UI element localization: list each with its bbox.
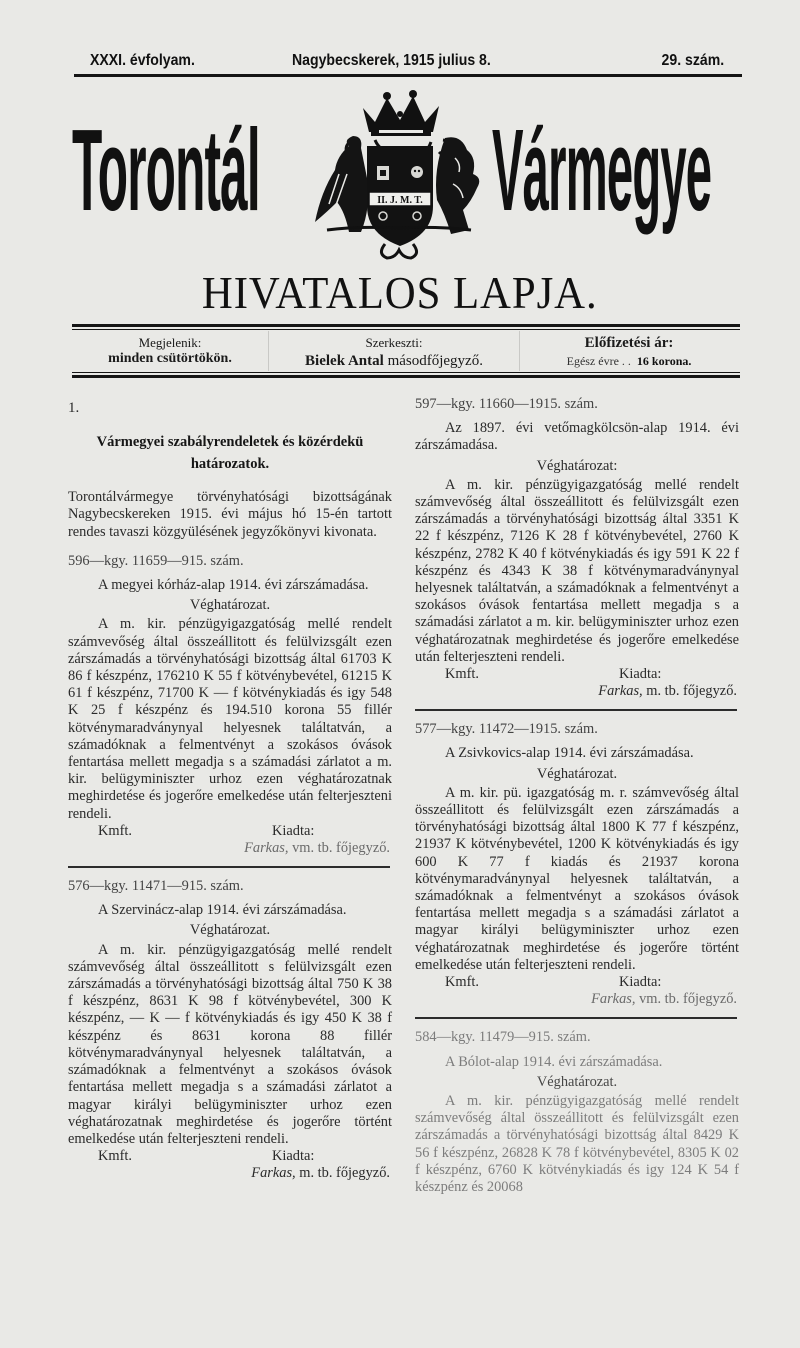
coat-of-arms-icon — [305, 88, 495, 260]
crest-banner-text: II. J. M. T. — [377, 195, 423, 206]
subscription-period: Egész évre . . — [566, 354, 631, 368]
signer-title: m. tb. főjegyző. — [299, 1165, 390, 1182]
resolution-597 — [415, 396, 739, 700]
issued-label: Kiadta: — [272, 822, 315, 839]
signer — [415, 683, 739, 700]
section-intro: Torontálvármegye törvényhatósági bizottságának Nagybecskereken 1915. évi május hó 15-én tartott rendes tavaszi közgyülésének jegyzőkönyvi kivonata. — [68, 489, 392, 540]
masthead-title-right: Vármegye — [492, 106, 712, 236]
section-title: Vármegyei szabályrendeletek és közérdekü határozatok. — [96, 434, 364, 473]
signer — [415, 991, 739, 1008]
issued-label: Kiadta: — [272, 1148, 315, 1165]
subtitle-text: HIVATALOS LAPJA. — [202, 267, 598, 318]
signature-row — [68, 823, 392, 840]
editor-info — [268, 331, 520, 371]
column-left — [68, 396, 392, 1182]
infobox-top-rule-thin — [72, 329, 740, 330]
resolution-text: A m. kir. pénzügyigazgatóság mellé rendelt számvevőség által összeállitott és felülvizsgált ezen zárszámadás a törvényhatósági bizottság által 61703 K 86 f készpénz, 176210 K 55 f kötvénybevétel, 61215 K 61 f készpénz, 71700 K — f kötvénykiadás és igy 548 K 25 f készpénz és 194.510 korona 55 fillér kötvénymaradványnyal helyesnek találtatván, a számadóknak a felmentvényt a szokásos óvások fentartása mellett megadja s a számadási zárlatot a m. kir. belügyminiszter urhoz ezen véghatározatnak meghirdetése és jogerőre emelkedése után felterjeszteni rendeli. — [68, 616, 392, 822]
masthead-title-left: Torontál — [72, 106, 260, 236]
issue-number: 29. szám. — [661, 52, 724, 69]
resolution-ref: 577—kgy. 11472—1915. szám. — [415, 721, 598, 738]
signer-title: vm. tb. főjegyző. — [639, 991, 737, 1008]
signer-name: Farkas, — [591, 991, 636, 1008]
editor-line — [269, 353, 519, 369]
signer — [68, 840, 392, 857]
infobox-bottom-rule — [72, 375, 740, 378]
section-number: 1. — [68, 400, 80, 416]
resolution-subject: A megyei kórház-alap 1914. évi zárszámadása. — [98, 577, 369, 594]
separator-rule — [415, 1017, 737, 1019]
signer-name: Farkas, — [244, 839, 289, 856]
issued-label: Kiadta: — [619, 666, 662, 683]
signer — [68, 1165, 392, 1182]
resolution-ref: 597—kgy. 11660—1915. szám. — [415, 396, 598, 412]
resolution-text: A m. kir. pü. igazgatóság m. r. számvevőség által összeállitott és felülvizsgált ezen zárszámadás a törvényhatósági bizottság által 1800 K 77 f készpénz, 21937 K kötvénybevétel, 1200 K kötvénykiadás és igy 600 K 77 f kiadás és 21937 korona kötvénymaradványnyal helyesnek találtatván, a számadóknak a felmentvényt a szokásos óvások fentartása mellett megadja s a számadási zárlatot a magyar királyi belügyminiszter urhoz ezen véghatározatnak meghirdetése és jogerőre történt emelkedése után felterjeszteni rendeli. — [415, 784, 739, 973]
kmft-label: Kmft. — [98, 822, 132, 839]
signature-row — [415, 666, 739, 683]
signer-name: Farkas, — [598, 683, 643, 700]
resolution-text: A m. kir. pénzügyigazgatóság mellé rendelt számvevőség által összeállitott és felülvizsgált ezen zárszámadás a törvényhatósági bizottság által 8429 K 56 f készpénz, 26828 K 78 f kötvénybevétel, 8305 K 02 f készpénz, 6760 K kötvénykiadás és igy 124 K 54 f készpénz és 20068 — [415, 1092, 739, 1195]
editor-role: másodfőjegyző. — [387, 353, 483, 369]
signature-row — [68, 1148, 392, 1165]
subscription-line — [518, 353, 740, 369]
kmft-label: Kmft. — [445, 974, 479, 991]
resolution-576 — [68, 878, 392, 1182]
kmft-label: Kmft. — [98, 1148, 132, 1165]
separator-rule — [68, 866, 390, 868]
resolution-subject: A Bólot-alap 1914. évi zárszámadása. — [445, 1053, 663, 1070]
column-right — [415, 396, 739, 1196]
volume-label: XXXI. évfolyam. — [90, 52, 195, 69]
infobox-bottom-rule-thin — [72, 372, 740, 373]
infobox-top-rule — [72, 324, 740, 327]
signature-row — [415, 974, 739, 991]
resolution-heading: Véghatározat: — [536, 457, 618, 474]
resolution-577 — [415, 721, 739, 1008]
publication-info — [72, 331, 268, 371]
resolution-text: A m. kir. pénzügyigazgatóság mellé rendelt számvevőség által összeállitott és felülvizsgált ezen zárszámadás a törvényhatósági bizottság által 3351 K 22 f készpénz, 7126 K 28 f kötvénybevétel, 2760 K készpénz, 2782 K 40 f kötvénykiadás és igy 591 K 22 f készpénz és 4343 K 38 f kötvénymaradványnyal helyesnek találtatván, a számadóknak a felmentvényt a szokásos óvások fentartása mellett megadja s a számadási zárlatot a m. kir. belügyminiszter urhoz ezen véghatározatnak meghirdetése és jogerőre emelkedése után felterjeszteni rendeli. — [415, 476, 739, 665]
subscription-info — [518, 331, 740, 371]
resolution-596 — [68, 553, 392, 857]
resolution-heading: Véghatározat. — [536, 765, 618, 782]
issued-label: Kiadta: — [619, 974, 662, 991]
resolution-ref: 576—kgy. 11471—915. szám. — [68, 878, 244, 895]
signer-title: vm. tb. főjegyző. — [292, 839, 390, 856]
resolution-ref: 584—kgy. 11479—915. szám. — [415, 1029, 591, 1046]
resolution-subject: A Szervinácz-alap 1914. évi zárszámadása. — [98, 902, 347, 919]
publication-label: Megjelenik: — [138, 335, 202, 350]
header-rule — [74, 74, 742, 77]
issue-header — [74, 48, 742, 74]
kmft-label: Kmft. — [445, 666, 479, 683]
masthead-subtitle — [0, 268, 800, 318]
subscription-price: 16 korona. — [636, 354, 692, 368]
place-date: Nagybecskerek, 1915 julius 8. — [292, 52, 491, 69]
resolution-subject: Az 1897. évi vetőmagkölcsön-alap 1914. évi zárszámadása. — [415, 420, 739, 454]
resolution-heading: Véghatározat. — [189, 597, 271, 614]
publication-value: minden csütörtökön. — [108, 351, 232, 366]
resolution-584 — [415, 1029, 739, 1196]
editor-label: Szerkeszti: — [365, 335, 423, 350]
resolution-ref: 596—kgy. 11659—915. szám. — [68, 552, 244, 569]
resolution-subject: A Zsivkovics-alap 1914. évi zárszámadása. — [445, 745, 694, 762]
signer-title: m. tb. főjegyző. — [646, 683, 737, 700]
editor-name: Bielek Antal — [305, 353, 384, 369]
resolution-heading: Véghatározat. — [189, 922, 271, 939]
resolution-heading: Véghatározat. — [536, 1073, 618, 1090]
info-box — [72, 331, 740, 371]
resolution-text: A m. kir. pénzügyigazgatóság mellé rendelt számvevőség által összeállitott s felülvizsgált ezen zárszámadás a törvényhatósági bizottság által 750 K 38 f készpénz, 8631 K 98 f kötvénybevétel, 300 K készpénz, — K — f kötvénykiadás és igy 450 K 38 f készpénz és 8631 korona 88 fillér kötvénymaradványnyal helyesnek találtatván, a számadóknak a felmentvényt a szokásos óvások fentartása mellett megadja s a számadási zárlatot a magyar királyi belügyminiszter urhoz ezen véghatározatnak meghirdetése és jogerőre történt emelkedése után felterjeszteni rendeli. — [68, 941, 392, 1147]
separator-rule — [415, 709, 737, 711]
subscription-label: Előfizetési ár: — [584, 335, 674, 351]
signer-name: Farkas, — [251, 1165, 296, 1182]
